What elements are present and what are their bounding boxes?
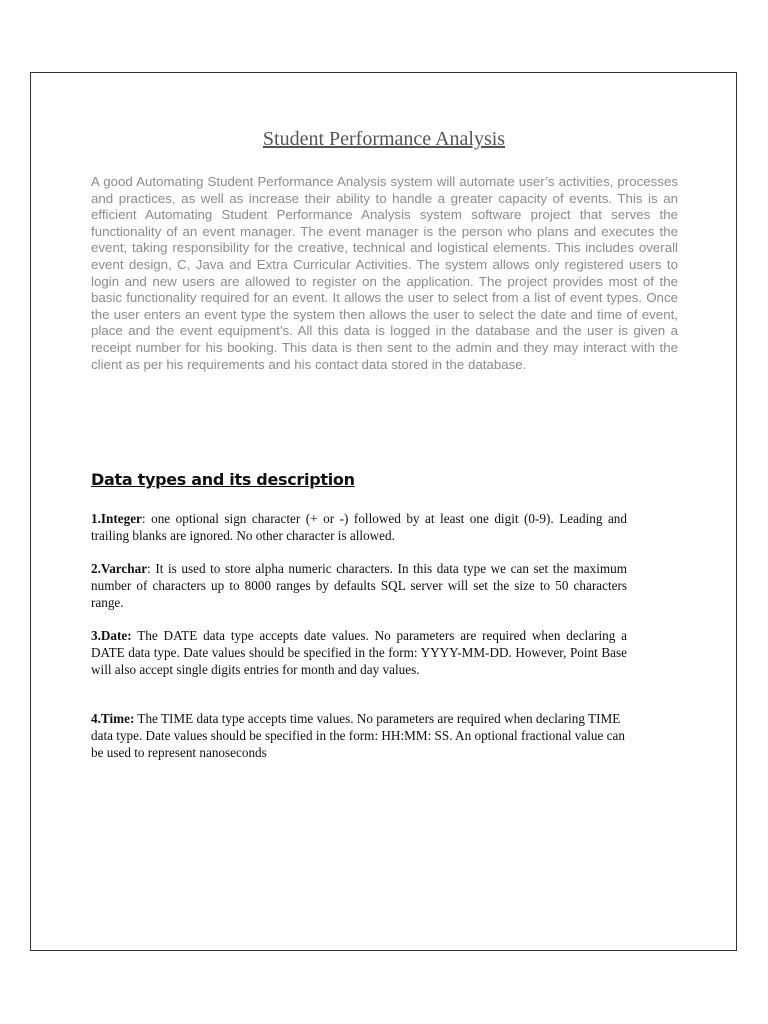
data-type-varchar bbox=[91, 561, 627, 611]
intro-paragraph: A good Automating Student Performance Analysis system will automate user’s activities, processes and practices, as well as increase their ability to handle a greater capacity of events. This is an efficient Automating Student Performance Analysis system software project that serves the functionality of an event manager. The event manager is the person who plans and executes the event, taking responsibility for the creative, technical and logistical elements. This includes overall event design, C, Java and Extra Curricular Activities. The system allows only registered users to login and new users are allowed to register on the application. The project provides most of the basic functionality required for an event. It allows the user to select from a list of event types. Once the user enters an event type the system then allows the user to select the date and time of event, place and the event equipment’s. All this data is logged in the database and the user is given a receipt number for his booking. This data is then sent to the admin and they may interact with the client as per his requirements and his contact data stored in the database. bbox=[91, 174, 678, 372]
data-type-description: The TIME data type accepts time values. No parameters are required when declaring TIME data type. Date values should be specified in the form: HH:MM: SS. An optional fractional value can be used to represent nanoseconds bbox=[91, 711, 625, 760]
data-type-label: 3.Date: bbox=[91, 628, 132, 643]
data-type-description: : one optional sign character (+ or -) followed by at least one digit (0-9). Leading and trailing blanks are ignored. No other character is allowed. bbox=[91, 511, 627, 543]
data-type-label: 2.Varchar bbox=[91, 561, 148, 576]
data-type-description: : It is used to store alpha numeric characters. In this data type we can set the maximum number of characters up to 8000 ranges by defaults SQL server will set the size to 50 characters range. bbox=[91, 561, 627, 610]
data-type-label: 4.Time: bbox=[91, 711, 135, 726]
data-type-label: 1.Integer bbox=[91, 511, 142, 526]
data-type-integer bbox=[91, 511, 627, 545]
data-type-time bbox=[91, 711, 627, 761]
page-title: Student Performance Analysis bbox=[262, 128, 506, 150]
section-heading: Data types and its description bbox=[91, 470, 355, 489]
data-type-description: The DATE data type accepts date values. No parameters are required when declaring a DATE data type. Date values should be specified in the form: YYYY-MM-DD. However, Point Base will also accept single digits entries for month and day values. bbox=[91, 628, 627, 677]
data-type-date bbox=[91, 628, 627, 678]
